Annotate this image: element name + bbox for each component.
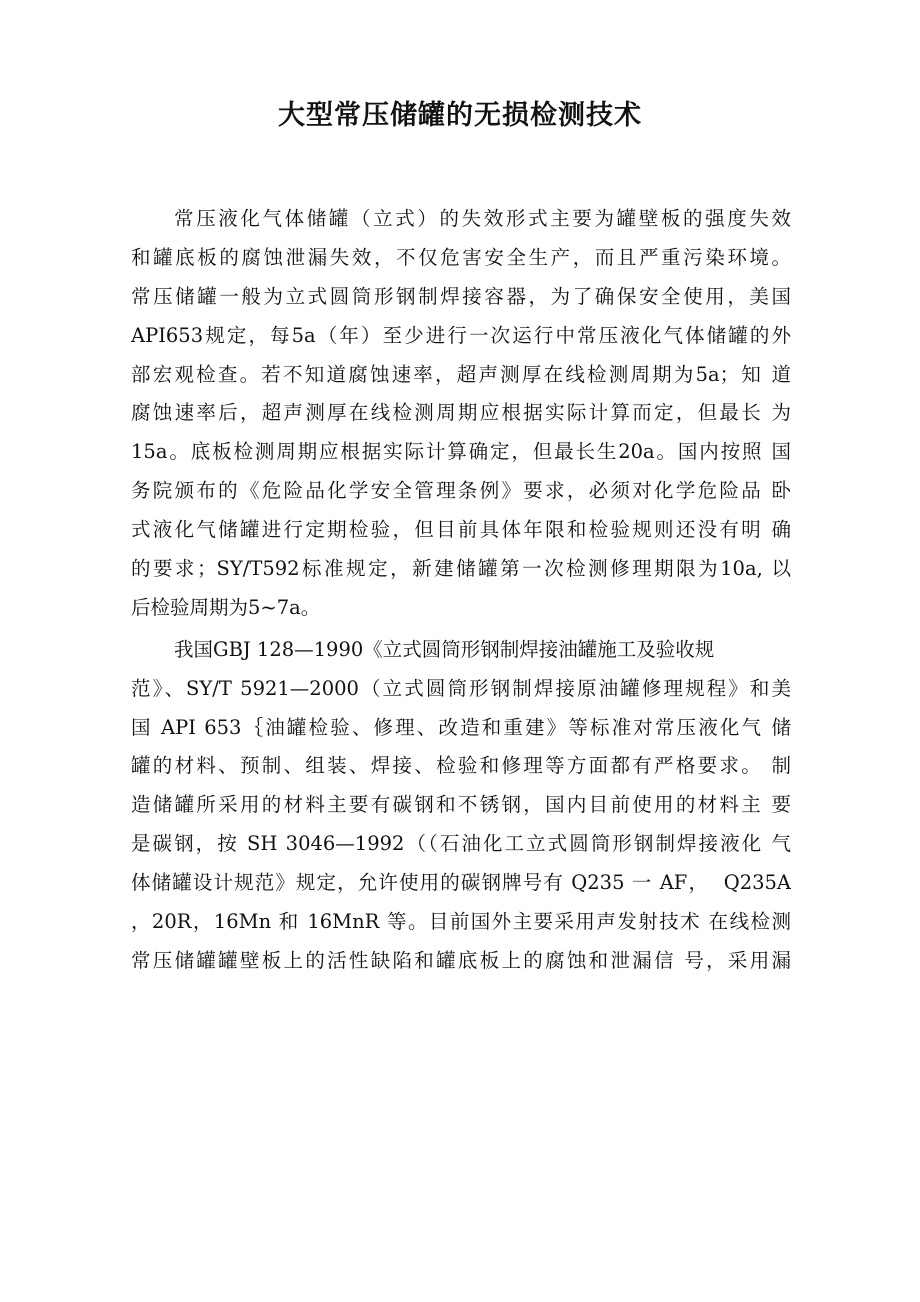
text-line: 常压储罐罐壁板上的活性缺陷和罐底板上的腐蚀和泄漏信 号，采用漏: [131, 948, 791, 972]
text-line: 式液化气储罐进行定期检验，但目前具体年限和检验规则还没有明 确: [131, 518, 791, 542]
text-line: 范》、SY/T 5921—2000（立式圆筒形钢制焊接原油罐修理规程》和美: [131, 676, 791, 700]
document-body: [131, 200, 791, 984]
text-line: API653规定，每5a（年）至少进行一次运行中常压液化气体储罐的外: [131, 323, 791, 347]
text-line: 务院颁布的《危险品化学安全管理条例》要求，必须对化学危险品 卧: [131, 479, 791, 503]
text-line: 常压储罐一般为立式圆筒形钢制焊接容器，为了确保安全使用，美国: [131, 284, 791, 308]
text-line: 罐的材料、预制、组装、焊接、检验和修理等方面都有严格要求。 制: [131, 754, 791, 778]
text-line: 体储罐设计规范》规定，允许使用的碳钢牌号有 Q235 一 AF， Q235A: [131, 871, 791, 895]
text-line: 是碳钢，按 SH 3046—1992（（石油化工立式圆筒形钢制焊接液化 气: [131, 832, 791, 856]
text-line: 造储罐所采用的材料主要有碳钢和不锈钢，国内目前使用的材料主 要: [131, 793, 791, 817]
document-title: 大型常压储罐的无损检测技术: [278, 100, 642, 131]
text-line: 常压液化气体储罐（立式）的失效形式主要为罐壁板的强度失效: [174, 207, 791, 230]
text-line: ，20R，16Mn 和 16MnR 等。目前国外主要采用声发射技术 在线检测: [131, 910, 791, 934]
text-line: 部宏观检查。若不知道腐蚀速率，超声测厚在线检测周期为5a；知 道: [131, 362, 791, 386]
text-line: 和罐底板的腐蚀泄漏失效，不仅危害安全生产，而且严重污染环境。: [131, 245, 791, 269]
text-line: 腐蚀速率后，超声测厚在线检测周期应根据实际计算而定，但最长 为: [131, 401, 791, 425]
paragraph-2: [131, 631, 791, 981]
paragraph-1: [131, 200, 791, 628]
text-line: 的要求；SY/T592标准规定，新建储罐第一次检测修理期限为10a, 以: [131, 557, 791, 581]
text-line: 15a。底板检测周期应根据实际计算确定，但最长生20a。国内按照 国: [131, 440, 791, 464]
text-line: 后检验周期为5~7a。: [131, 595, 321, 619]
text-line: 国 API 653｛油罐检验、修理、改造和重建》等标准对常压液化气 储: [131, 715, 791, 739]
text-line: 我国GBJ 128—1990《立式圆筒形钢制焊接油罐施工及验收规: [174, 637, 715, 661]
